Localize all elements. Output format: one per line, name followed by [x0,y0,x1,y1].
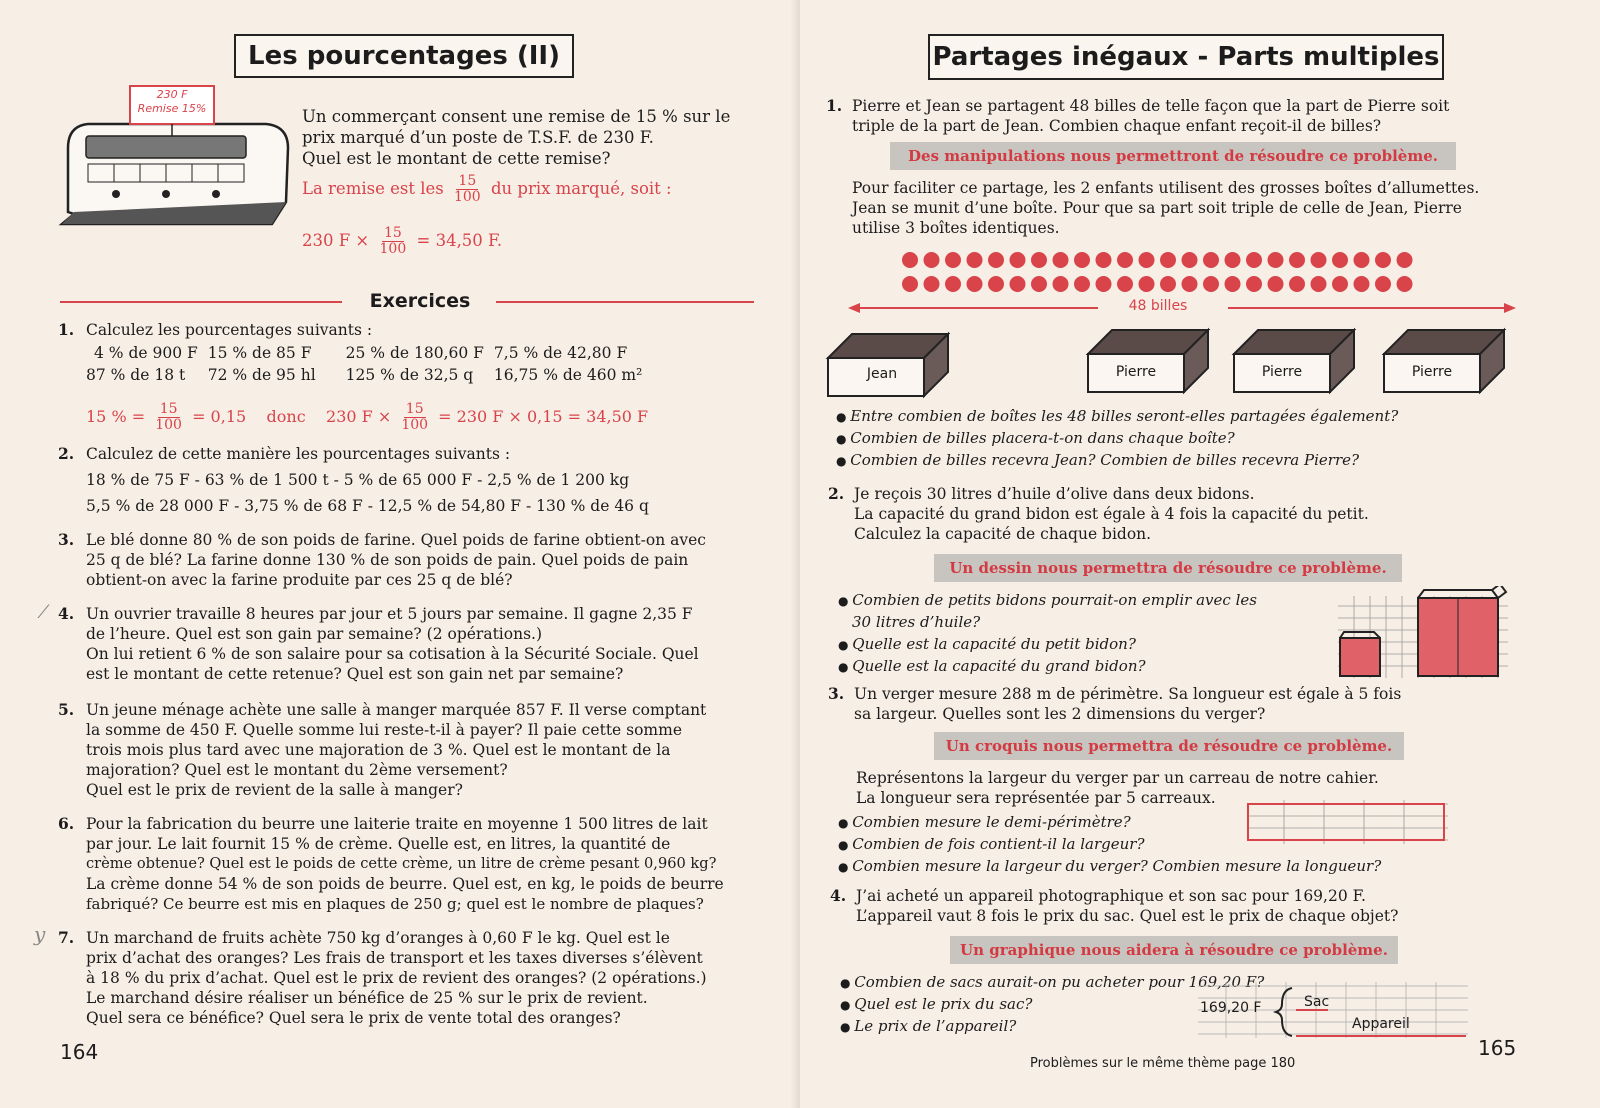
text-line: prix d’achat des oranges? Les frais de transport et les taxes diverses s’élèvent [86,949,703,967]
bidons-drawing [1334,586,1514,682]
box-label-pierre: Pierre [1261,364,1303,380]
list-item: ● Le prix de l’appareil? [840,1016,1340,1038]
text-line: Le blé donne 80 % de son poids de farine. Quel poids de farine obtient-on avec [86,531,706,549]
exercise-4-text [86,604,742,684]
marble [1117,276,1133,292]
exercices-title: Exercices [369,290,471,312]
text-line: à 18 % du prix d’achat. Quel est le prix de revient des oranges? (2 opérations.) [86,969,707,987]
text-line: Un marchand de fruits achète 750 kg d’oranges à 0,60 F le kg. Quel est le [86,929,670,947]
text-line: Un verger mesure 288 m de périmètre. Sa longueur est égale à 5 fois [854,685,1402,703]
table-cell: 87 % de 18 t [86,366,186,384]
exercise-number: 1. [58,320,75,339]
remise-fraction-line [302,174,672,205]
marble [988,252,1004,268]
marble [1246,252,1262,268]
matchbox [1234,330,1354,392]
text-line: La longueur sera représentée par 5 carreaux. [856,789,1216,807]
marble [1074,276,1090,292]
marble [924,252,940,268]
marble [1096,252,1112,268]
list-item: ● Combien de sacs aurait-on pu acheter pour 169,20 F? [840,972,1340,994]
remise-text-a: La remise est les [302,179,444,198]
exercise-6-text [86,814,742,914]
price-tag-discount: Remise 15% [137,102,207,115]
list-item: ● Combien de billes placera-t-on dans chaque boîte? [836,428,1496,450]
list-item: 30 litres d’huile? [852,613,981,631]
text-line: Quel sera ce bénéfice? Quel sera le prix de vente total des oranges? [86,1009,621,1027]
exercise-2-line: 5,5 % de 28 000 F - 3,75 % de 68 F - 12,5 % de 54,80 F - 130 % de 46 q [86,497,649,515]
problem-3-text [854,684,1514,724]
fraction-15-100 [452,174,483,205]
marble [1354,252,1370,268]
problem-3-questions [838,812,1478,878]
marble [1246,276,1262,292]
fraction-num: 15 [383,225,402,241]
marble [1268,252,1284,268]
marble [1182,276,1198,292]
text-line: Jean se munit d’une boîte. Pour que sa part soit triple de celle de Jean, Pierre [852,199,1462,217]
list-item: ● Quelle est la capacité du grand bidon? [838,656,1298,678]
text-line: triple de la part de Jean. Combien chaque enfant reçoit-il de billes? [852,117,1382,135]
fraction-15-100 [378,226,409,257]
footer-note: Problèmes sur le même thème page 180 [1030,1056,1296,1071]
text-line: la somme de 450 F. Quelle somme lui reste-t-il à payer? Il paie cette somme [86,721,683,739]
problem-number: 3. [828,684,845,703]
marble [1289,276,1305,292]
marble [1031,276,1047,292]
exercise-1-example [86,402,648,433]
marble [1182,252,1198,268]
left-page-title: Les pourcentages (II) [234,34,574,78]
marble [1010,276,1026,292]
marble [1311,276,1327,292]
divider-left [60,301,342,303]
marble [1117,252,1133,268]
marble [1203,276,1219,292]
page-number: 164 [60,1040,99,1064]
matchbox [1384,330,1504,392]
box-label-pierre: Pierre [1115,364,1157,380]
marble [1010,252,1026,268]
fraction-den: 100 [155,417,182,433]
text-line: Pierre et Jean se partagent 48 billes de telle façon que la part de Pierre soit [852,97,1450,115]
marble [902,276,918,292]
text-line: La capacité du grand bidon est égale à 4 fois la capacité du petit. [854,505,1369,523]
text-line: Quel est le prix de revient de la salle à manger? [86,781,463,799]
exercise-number: 6. [58,814,75,833]
problem-number: 1. [826,96,843,115]
method-band: Un croquis nous permettra de résoudre ce problème. [934,732,1404,760]
table-cell: 72 % de 95 hl [207,366,316,384]
fraction-den: 100 [453,189,481,205]
box-label-jean: Jean [866,366,898,382]
exercise-2-line: 18 % de 75 F - 63 % de 1 500 t - 5 % de 65 000 F - 2,5 % de 1 200 kg [86,471,630,489]
exercise-number: 7. [58,928,75,947]
text-line: Pour la fabrication du beurre une laiterie traite en moyenne 1 500 litres de lait [86,815,708,833]
table-cell: 25 % de 180,60 F [345,344,484,362]
matchbox [828,334,948,396]
right-page [800,0,1600,1108]
example-text-c: = 230 F × 0,15 = 34,50 F [438,407,649,426]
marble [1225,252,1241,268]
text-line: de l’heure. Quel est son gain par semaine? (2 opérations.) [86,625,542,643]
marble [1139,252,1155,268]
marble [1031,252,1047,268]
table-cell: 4 % de 900 F [94,344,198,362]
exercise-number: 4. [58,604,75,623]
marble [1203,252,1219,268]
table-row [86,366,652,388]
intro-line: Un commerçant consent une remise de 15 % sur le [302,107,731,126]
problem-2-text [854,484,1494,544]
problem-1-text [852,96,1512,136]
calc-text-b: = 34,50 F. [416,231,503,250]
marble [945,252,961,268]
graph-appareil-label: Appareil [1352,1016,1410,1032]
exercise-7-text [86,928,742,1028]
exercise-number: 2. [58,444,75,463]
intro-line: prix marqué d’un poste de T.S.F. de 230 F. [302,128,654,147]
text-line: obtient-on avec la farine produite par ces 25 q de blé? [86,571,513,589]
list-item: ● Combien mesure la largeur du verger? Combien mesure la longueur? [838,856,1478,878]
text-line: J’ai acheté un appareil photographique et son sac pour 169,20 F. [856,887,1366,905]
problem-1-description [852,178,1514,238]
marble [1289,252,1305,268]
problem-number: 4. [830,886,847,905]
text-line: majoration? Quel est le montant du 2ème versement? [86,761,508,779]
text-line: La crème donne 54 % de son poids de beurre. Quel est, en kg, le poids de beurre [86,875,724,893]
fraction-num: 15 [458,173,477,189]
intro-text [302,106,742,169]
exercise-number: 3. [58,530,75,549]
fraction-num: 15 [159,401,178,417]
table-row [86,344,652,366]
intro-line: Quel est le montant de cette remise? [302,149,611,168]
graph-sac-label: Sac [1304,994,1330,1010]
text-line: crème obtenue? Quel est le poids de cette crème, un litre de crème pesant 0,960 kg? [86,855,717,872]
box-label-pierre: Pierre [1411,364,1453,380]
exercise-1-table [86,344,652,388]
problem-number: 2. [828,484,845,503]
exercise-1-text: Calculez les pourcentages suivants : [86,321,373,339]
divider-right [496,301,754,303]
text-line: Un ouvrier travaille 8 heures par jour et 5 jours par semaine. Il gagne 2,35 F [86,605,693,623]
price-tag-price: 230 F [156,88,188,101]
marble [1311,252,1327,268]
graph-total-label: 169,20 F [1200,1000,1262,1016]
page-number: 165 [1478,1036,1517,1060]
marble [967,252,983,268]
example-text-b: = 0,15 donc 230 F × [192,407,392,426]
problem-1-questions [836,406,1496,472]
marble [1139,276,1155,292]
marbles-illustration [900,250,1420,294]
price-tag [132,88,212,116]
problem-2-questions [838,590,1298,678]
fraction-den: 100 [401,417,429,433]
table-cell: 125 % de 32,5 q [345,366,474,384]
text-line: fabriqué? Ce beurre est mis en plaques de 250 g; quel est le nombre de plaques? [86,895,704,913]
fraction-den: 100 [379,241,407,257]
exercise-5-text [86,700,742,800]
billes-label: 48 billes [1128,298,1188,314]
list-item: ● Entre combien de boîtes les 48 billes seront-elles partagées également? [836,406,1496,428]
text-line: Calculez la capacité de chaque bidon. [854,525,1152,543]
marble [1375,252,1391,268]
text-line: trois mois plus tard avec une majoration de 3 %. Quel est le montant de la [86,741,671,759]
calc-text-a: 230 F × [302,231,370,250]
marble [1053,252,1069,268]
fraction-15-100 [399,402,430,433]
marble [1160,252,1176,268]
table-cell: 16,75 % de 460 m² [493,366,643,384]
method-band: Des manipulations nous permettront de résoudre ce problème. [890,142,1456,170]
text-line: Représentons la largeur du verger par un carreau de notre cahier. [856,769,1379,787]
text-line: sa largeur. Quelles sont les 2 dimensions du verger? [854,705,1266,723]
exercise-2-text: Calculez de cette manière les pourcentages suivants : [86,445,511,463]
text-line: Un jeune ménage achète une salle à manger marquée 857 F. Il verse comptant [86,701,707,719]
table-cell: 7,5 % de 42,80 F [493,344,628,362]
text-line: est le montant de cette retenue? Quel est son gain net par semaine? [86,665,624,683]
text-line: L’appareil vaut 8 fois le prix du sac. Quel est le prix de chaque objet? [856,907,1399,925]
marble [1375,276,1391,292]
list-item: ● Combien mesure le demi-périmètre? [838,812,1478,834]
marble [1268,276,1284,292]
remise-text-b: du prix marqué, soit : [490,179,672,198]
left-page [0,0,798,1108]
problem-4-text [856,886,1516,926]
matchbox [1088,330,1208,392]
text-line: 25 q de blé? La farine donne 130 % de son poids de pain. Quel poids de pain [86,551,689,569]
marble [1160,276,1176,292]
list-item: ● Combien de fois contient-il la largeur? [838,834,1478,856]
exercise-3-text [86,530,742,590]
marble [1397,252,1413,268]
marble [1332,252,1348,268]
marble [1397,276,1413,292]
list-item: ● Combien de petits bidons pourrait-on emplir avec les [838,590,1298,612]
list-item: ● Quelle est la capacité du petit bidon? [838,634,1298,656]
exercices-header [60,290,754,310]
marble [1354,276,1370,292]
marble [1096,276,1112,292]
fraction-num: 15 [405,401,424,417]
example-text-a: 15 % = [86,407,146,426]
marble [945,276,961,292]
method-band: Un dessin nous permettra de résoudre ce problème. [934,554,1402,582]
list-item: ● Quel est le prix du sac? [840,994,1340,1016]
marble [1225,276,1241,292]
right-page-title: Partages inégaux - Parts multiples [928,34,1444,80]
text-line: par jour. Le lait fournit 15 % de crème. Quelle est, en litres, la quantité de [86,835,671,853]
exercise-number: 5. [58,700,75,719]
text-line: On lui retient 6 % de son salaire pour sa cotisation à la Sécurité Sociale. Quel [86,645,699,663]
marble [1074,252,1090,268]
pencil-mark: y [34,922,46,946]
fraction-15-100 [153,402,184,433]
text-line: Je reçois 30 litres d’huile d’olive dans deux bidons. [854,485,1255,503]
text-line: utilise 3 boîtes identiques. [852,219,1060,237]
text-line: Le marchand désire réaliser un bénéfice de 25 % sur le prix de revient. [86,989,648,1007]
pencil-mark: ⁄ [42,602,46,623]
list-item: ● Combien de billes recevra Jean? Combien de billes recevra Pierre? [836,450,1496,472]
method-band: Un graphique nous aidera à résoudre ce problème. [950,936,1398,964]
marble [902,252,918,268]
remise-calculation [302,226,502,257]
marble [967,276,983,292]
marble [1332,276,1348,292]
text-line: Pour faciliter ce partage, les 2 enfants utilisent des grosses boîtes d’allumettes. [852,179,1480,197]
marble [988,276,1004,292]
table-cell: 15 % de 85 F [207,344,312,362]
marble [924,276,940,292]
marble [1053,276,1069,292]
